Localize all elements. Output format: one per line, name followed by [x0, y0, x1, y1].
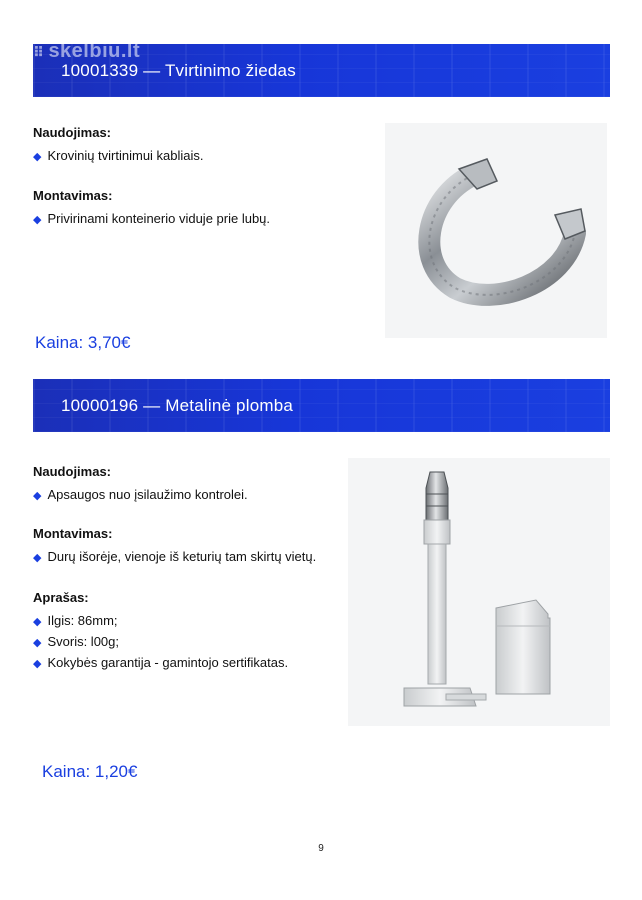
metal-hook-ring-icon [385, 123, 607, 338]
product-2-mounting-item: ◆ Durų išorėje, vienoje iš keturių tam skirtų vietų. [33, 549, 317, 564]
bullet-icon: ◆ [33, 214, 42, 226]
bolt-seal-icon [348, 458, 610, 726]
product-2-description-item: ◆ Kokybės garantija - gamintojo sertifikatas. [33, 655, 289, 670]
product-1-image [385, 123, 607, 338]
product-2-price: Kaina: 1,20€ [42, 762, 138, 781]
product-1-mounting-label: Montavimas: [33, 188, 113, 203]
watermark-dots-icon: ⠿ [33, 44, 45, 60]
watermark [33, 40, 140, 63]
product-2-description-label: Aprašas: [33, 590, 89, 605]
product-2-usage-label: Naudojimas: [33, 464, 112, 479]
bullet-icon: ◆ [33, 552, 42, 564]
bullet-icon: ◆ [33, 616, 42, 628]
product-2-description-item: ◆ Ilgis: 86mm; [33, 613, 118, 628]
product-2-image [348, 458, 610, 726]
product-1-title: 10001339 — Tvirtinimo žiedas [61, 61, 296, 80]
watermark-text: skelbiu.lt [48, 40, 141, 62]
product-1-mounting-item: ◆ Privirinami konteinerio viduje prie lubų. [33, 211, 271, 226]
product-2-usage-item: ◆ Apsaugos nuo įsilaužimo kontrolei. [33, 487, 248, 502]
bullet-icon: ◆ [33, 151, 42, 163]
bullet-icon: ◆ [33, 658, 42, 670]
product-2-title: 10000196 — Metalinė plomba [61, 396, 294, 415]
product-1-price: Kaina: 3,70€ [35, 333, 131, 352]
bullet-icon: ◆ [33, 637, 42, 649]
page-number: 9 [318, 843, 324, 854]
product-1-usage-item: ◆ Krovinių tvirtinimui kabliais. [33, 148, 204, 163]
product-2-description-item: ◆ Svoris: l00g; [33, 634, 120, 649]
product-1-usage-label: Naudojimas: [33, 125, 112, 140]
bullet-icon: ◆ [33, 490, 42, 502]
product-2-banner [33, 379, 610, 432]
product-2-mounting-label: Montavimas: [33, 526, 113, 541]
